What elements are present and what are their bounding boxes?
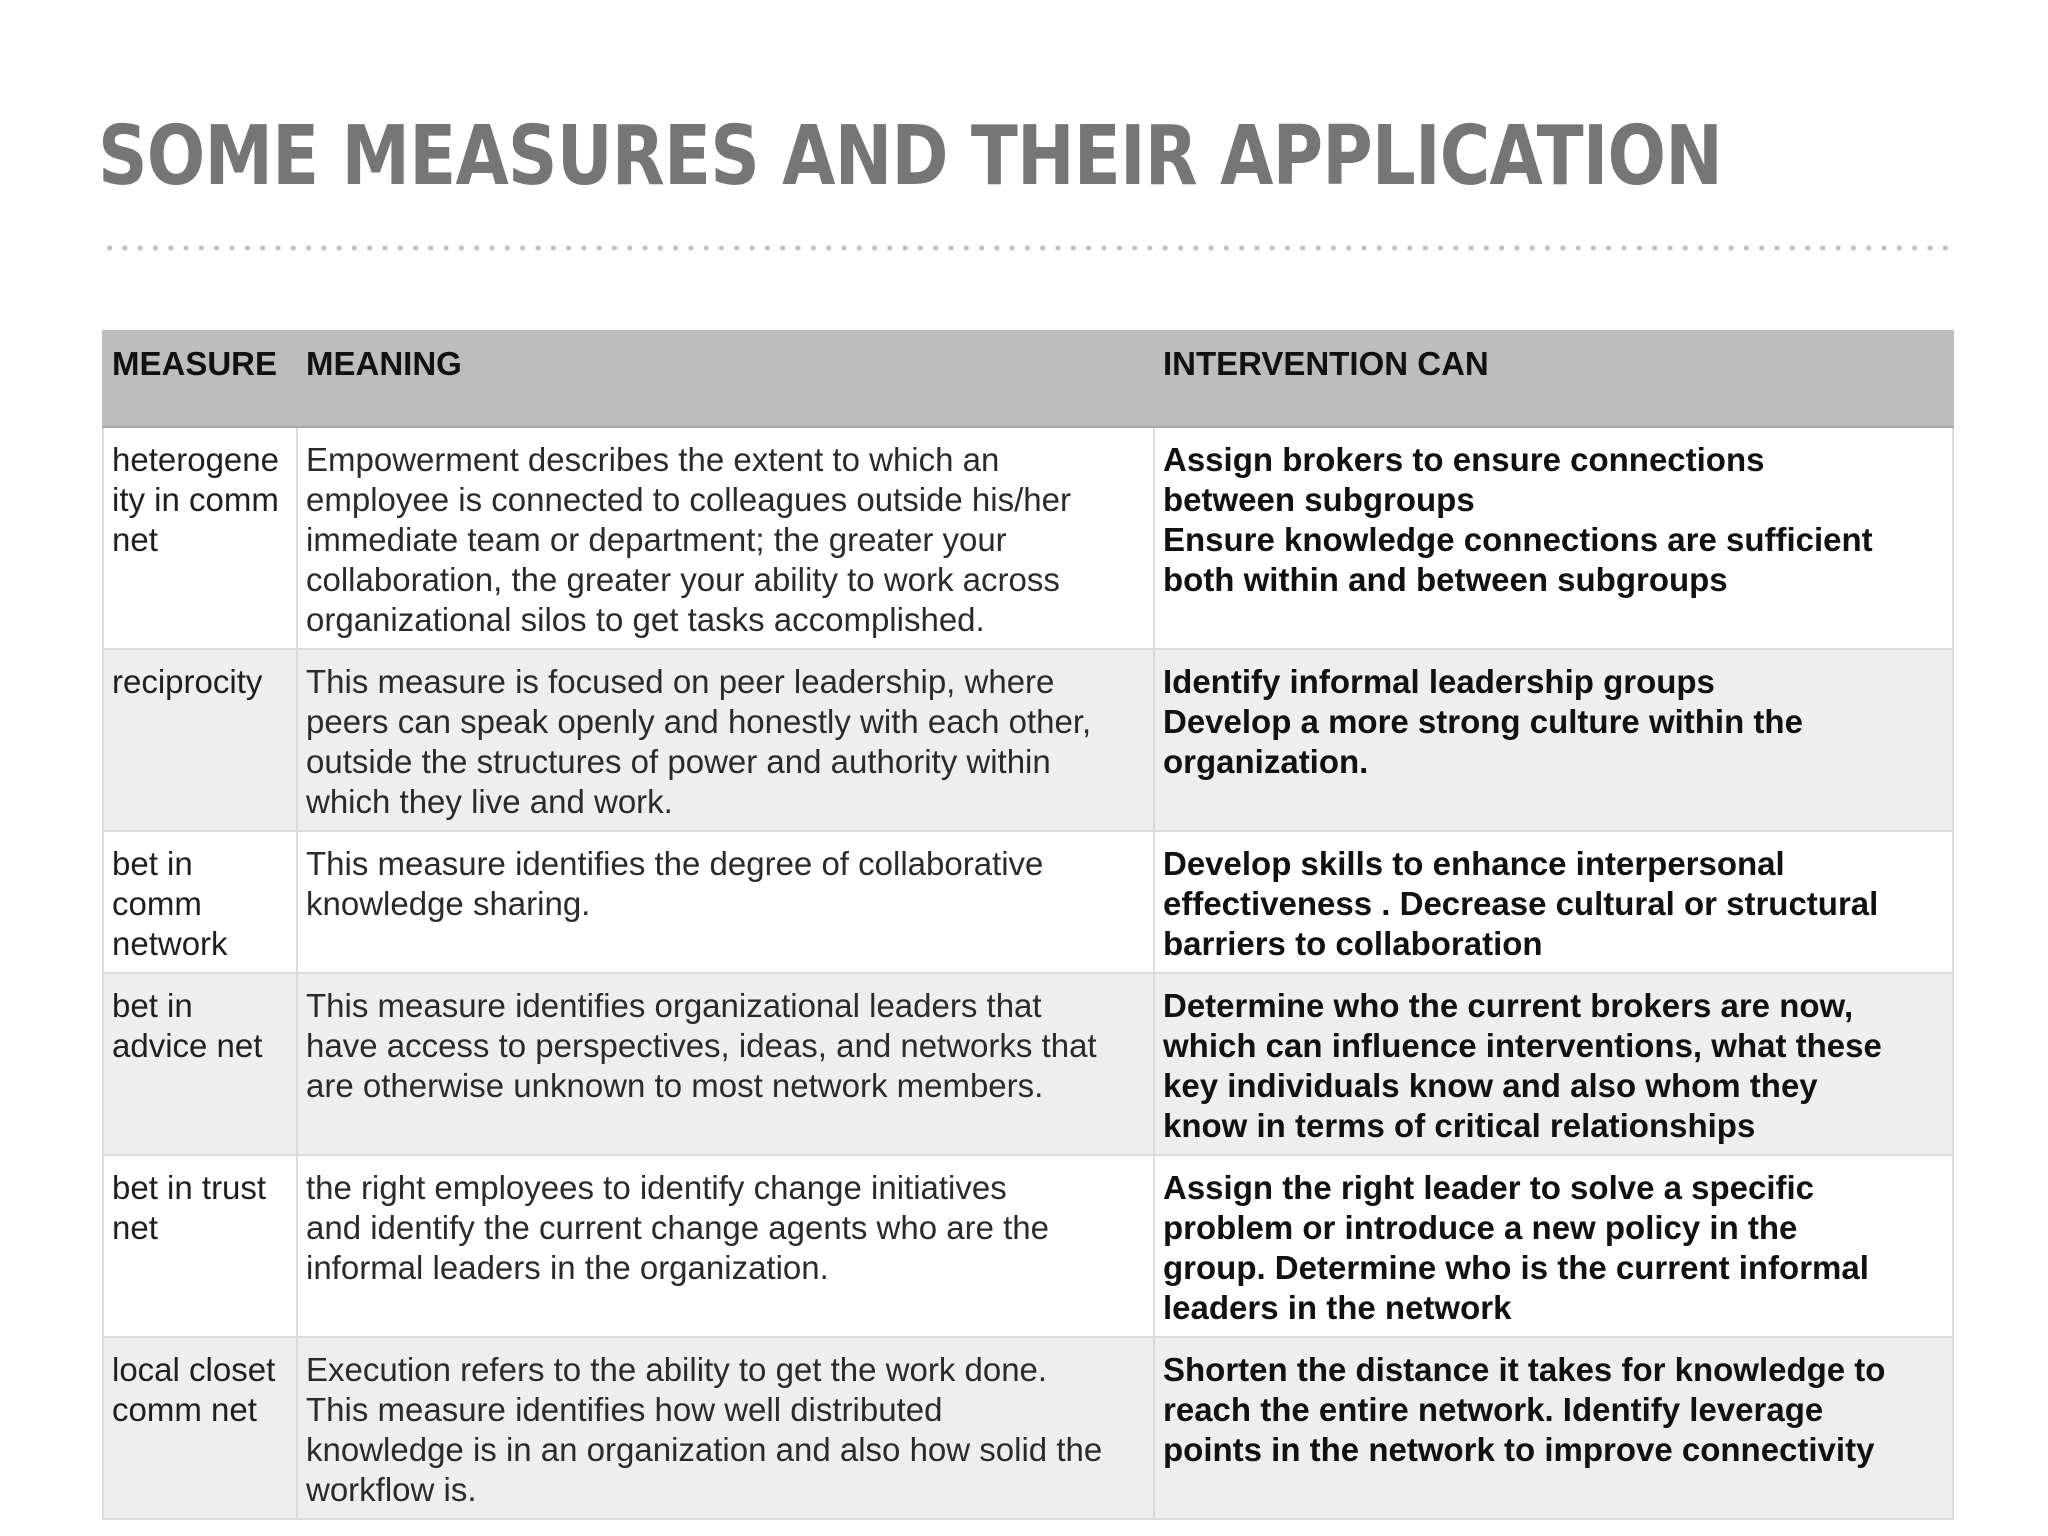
cell-line: effectiveness . Decrease cultural or structural (1163, 885, 1879, 922)
cell-line: This measure identifies organizational leaders that (306, 987, 1042, 1024)
cell-line: have access to perspectives, ideas, and networks that (306, 1027, 1097, 1064)
intervention-cell (1154, 1337, 1953, 1519)
intervention-cell (1154, 973, 1953, 1155)
table-row (103, 427, 1953, 649)
cell-line: bet in (112, 845, 193, 882)
cell-line: reach the entire network. Identify leverage (1163, 1391, 1824, 1428)
cell-line: which can influence interventions, what these (1163, 1027, 1882, 1064)
measures-table (102, 330, 1954, 1520)
cell-line: comm (112, 885, 202, 922)
cell-line: peers can speak openly and honestly with each other, (306, 703, 1092, 740)
cell-line: Determine who the current brokers are now, (1163, 987, 1854, 1024)
cell-line: net (112, 521, 158, 558)
intervention-cell (1154, 427, 1953, 649)
table-header-row (103, 331, 1953, 427)
table-row (103, 831, 1953, 973)
meaning-cell (297, 649, 1154, 831)
cell-line: ity in comm (112, 481, 279, 518)
cell-line: This measure identifies the degree of collaborative (306, 845, 1044, 882)
measure-cell (103, 973, 297, 1155)
meaning-cell (297, 427, 1154, 649)
cell-line: Ensure knowledge connections are sufficient (1163, 521, 1873, 558)
cell-line: and identify the current change agents who are the (306, 1209, 1049, 1246)
table-row (103, 1155, 1953, 1337)
cell-line: organization. (1163, 743, 1369, 780)
measure-cell (103, 649, 297, 831)
cell-line: local closet (112, 1351, 276, 1388)
header-measure: MEASURE (103, 331, 297, 427)
cell-line: key individuals know and also whom they (1163, 1067, 1818, 1104)
cell-line: Develop skills to enhance interpersonal (1163, 845, 1785, 882)
cell-line: informal leaders in the organization. (306, 1249, 829, 1286)
cell-line: Assign the right leader to solve a specific (1163, 1169, 1815, 1206)
cell-line: outside the structures of power and authority within (306, 743, 1051, 780)
cell-line: reciprocity (112, 663, 263, 700)
header-intervention: INTERVENTION CAN (1154, 331, 1953, 427)
cell-line: barriers to collaboration (1163, 925, 1543, 962)
meaning-cell (297, 973, 1154, 1155)
cell-line: between subgroups (1163, 481, 1475, 518)
cell-line: comm net (112, 1391, 257, 1428)
cell-line: Execution refers to the ability to get the work done. (306, 1351, 1048, 1388)
cell-line: Empowerment describes the extent to which an (306, 441, 1000, 478)
cell-line: heterogene (112, 441, 279, 478)
table-row (103, 973, 1953, 1155)
cell-line: knowledge sharing. (306, 885, 591, 922)
meaning-cell (297, 831, 1154, 973)
cell-line: This measure identifies how well distributed (306, 1391, 943, 1428)
cell-line: knowledge is in an organization and also how solid the (306, 1431, 1103, 1468)
cell-line: Shorten the distance it takes for knowledge to (1163, 1351, 1886, 1388)
cell-line: advice net (112, 1027, 263, 1064)
cell-line: Identify informal leadership groups (1163, 663, 1715, 700)
cell-line: bet in trust (112, 1169, 267, 1206)
cell-line: employee is connected to colleagues outside his/her (306, 481, 1071, 518)
table-row (103, 649, 1953, 831)
dotted-divider (102, 245, 1954, 251)
cell-line: Assign brokers to ensure connections (1163, 441, 1765, 478)
cell-line: immediate team or department; the greater your (306, 521, 1007, 558)
cell-line: points in the network to improve connectivity (1163, 1431, 1875, 1468)
cell-line: Develop a more strong culture within the (1163, 703, 1803, 740)
cell-line: the right employees to identify change initiatives (306, 1169, 1007, 1206)
measure-cell (103, 1155, 297, 1337)
measure-cell (103, 831, 297, 973)
cell-line: net (112, 1209, 158, 1246)
cell-line: workflow is. (306, 1471, 477, 1508)
cell-line: organizational silos to get tasks accomplished. (306, 601, 985, 638)
table-row (103, 1337, 1953, 1519)
measure-cell (103, 1337, 297, 1519)
cell-line: network (112, 925, 228, 962)
header-meaning: MEANING (297, 331, 1154, 427)
meaning-cell (297, 1337, 1154, 1519)
cell-line: group. Determine who is the current informal (1163, 1249, 1869, 1286)
meaning-cell (297, 1155, 1154, 1337)
cell-line: know in terms of critical relationships (1163, 1107, 1756, 1144)
cell-line: leaders in the network (1163, 1289, 1512, 1326)
slide-title: SOME MEASURES AND THEIR APPLICATION (98, 109, 1723, 204)
cell-line: are otherwise unknown to most network members. (306, 1067, 1044, 1104)
intervention-cell (1154, 1155, 1953, 1337)
measure-cell (103, 427, 297, 649)
cell-line: bet in (112, 987, 193, 1024)
cell-line: collaboration, the greater your ability to work across (306, 561, 1060, 598)
cell-line: which they live and work. (306, 783, 673, 820)
intervention-cell (1154, 649, 1953, 831)
cell-line: This measure is focused on peer leadership, where (306, 663, 1055, 700)
intervention-cell (1154, 831, 1953, 973)
cell-line: problem or introduce a new policy in the (1163, 1209, 1798, 1246)
cell-line: both within and between subgroups (1163, 561, 1728, 598)
